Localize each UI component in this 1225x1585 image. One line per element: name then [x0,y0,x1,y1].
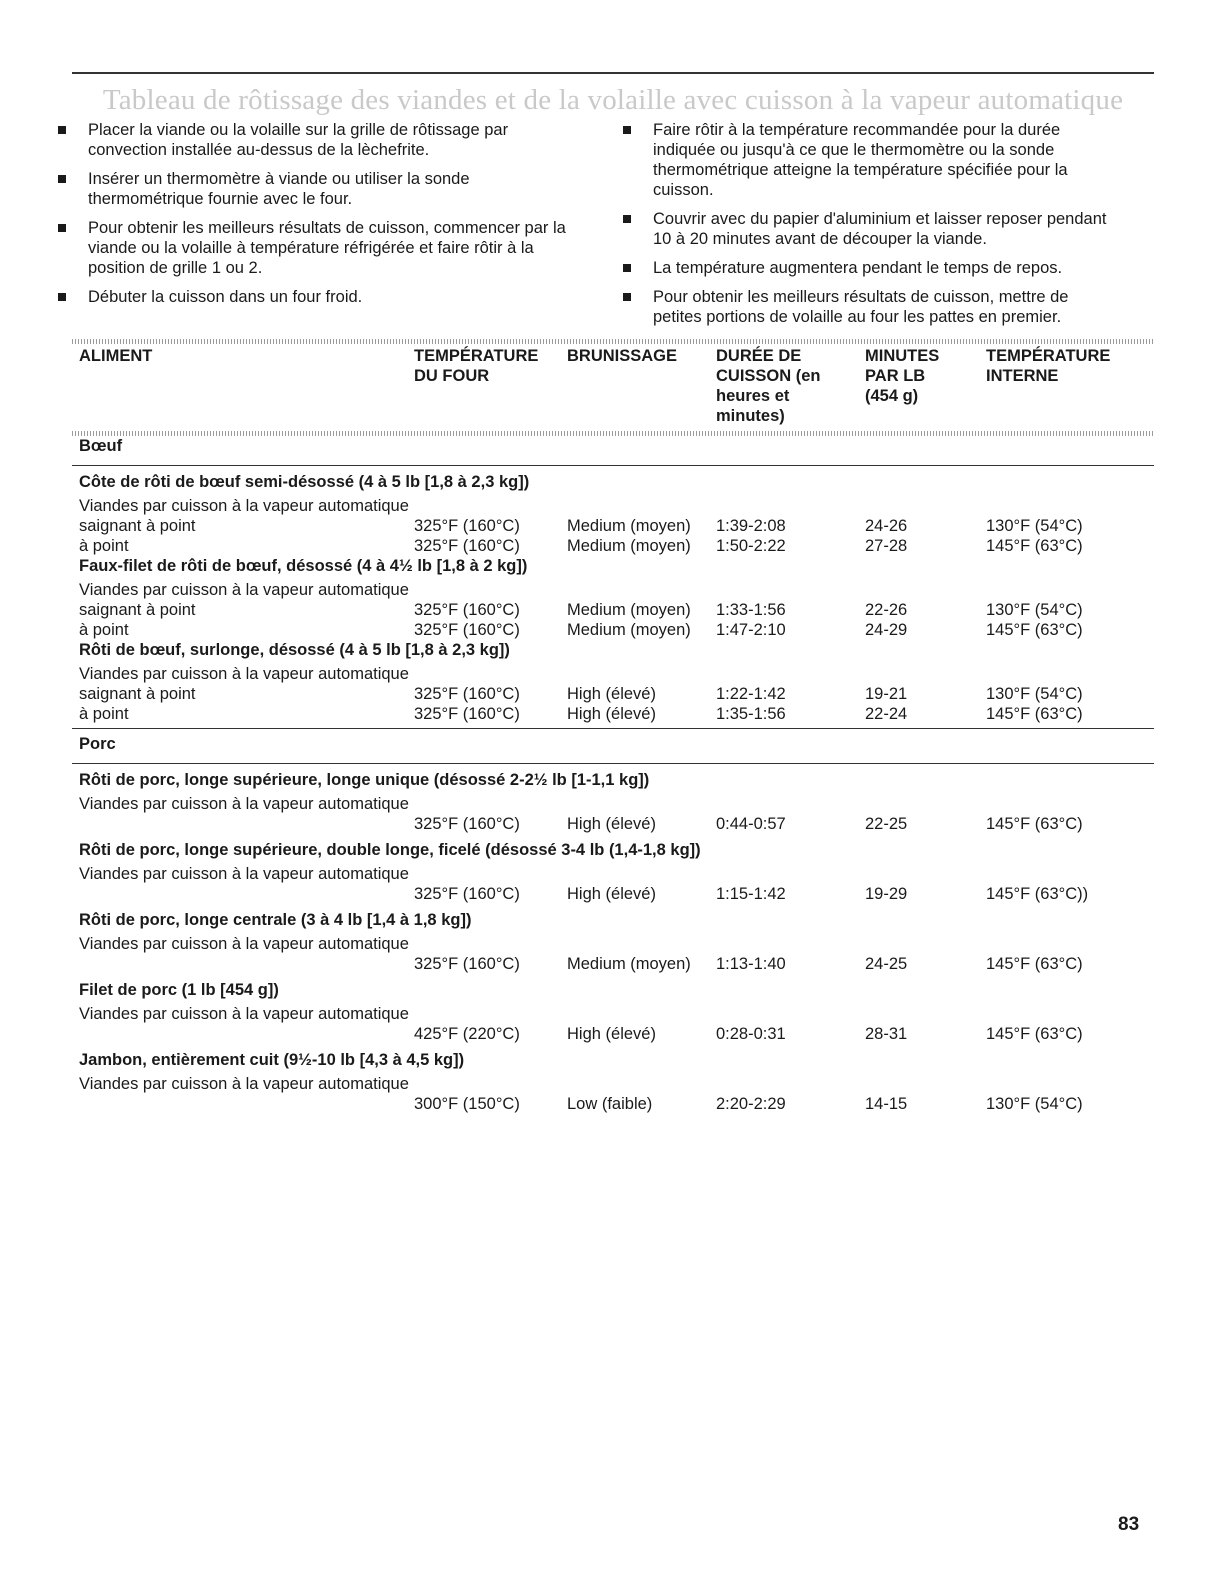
food-method: Viandes par cuisson à la vapeur automatique [79,795,409,813]
time-cell: 1:35-1:56 [716,705,786,723]
doneness-cell: saignant à point [79,685,196,703]
time-cell: 2:20-2:29 [716,1095,786,1113]
table-row [72,600,1154,620]
table-row [72,904,1154,930]
header-top-hatch [72,339,1154,344]
instruction-item: Débuter la cuisson dans un four froid. [58,287,578,307]
browning-cell: Medium (moyen) [567,621,691,639]
food-method: Viandes par cuisson à la vapeur automatique [79,497,409,515]
min-per-lb-cell: 22-26 [865,601,908,619]
time-cell: 1:33-1:56 [716,601,786,619]
time-cell: 0:28-0:31 [716,1025,786,1043]
category-row [72,431,1154,466]
food-name: Rôti de porc, longe supérieure, longe unique (désossé 2-2½ lb [1-1,1 kg]) [79,771,650,789]
browning-cell: High (élevé) [567,705,656,723]
instruction-item: Pour obtenir les meilleurs résultats de cuisson, commencer par la viande ou la volaille à température réfrigérée et faire rôtir à la position de grille 1 ou 2. [58,218,578,278]
category-row [72,729,1154,764]
table-row [72,790,1154,834]
doneness-cell: à point [79,537,129,555]
browning-cell: Medium (moyen) [567,537,691,555]
min-per-lb-cell: 19-21 [865,685,908,703]
food-name: Filet de porc (1 lb [454 g]) [79,981,279,999]
food-name: Rôti de bœuf, surlonge, désossé (4 à 5 lb [1,8 à 2,3 kg]) [79,641,510,659]
min-per-lb-cell: 22-24 [865,705,908,723]
browning-cell: Medium (moyen) [567,955,691,973]
table-row [72,466,1154,493]
header-food: ALIMENT [79,347,153,365]
doneness-cell: saignant à point [79,601,196,619]
food-method: Viandes par cuisson à la vapeur automatique [79,865,409,883]
oven-temp-cell: 325°F (160°C) [414,601,520,619]
min-per-lb-cell: 14-15 [865,1095,908,1113]
food-name: Rôti de porc, longe centrale (3 à 4 lb [1,4 à 1,8 kg]) [79,911,472,929]
oven-temp-cell: 325°F (160°C) [414,815,520,833]
food-name: Côte de rôti de bœuf semi-désossé (4 à 5 lb [1,8 à 2,3 kg]) [79,473,530,491]
min-per-lb-cell: 27-28 [865,537,908,555]
browning-cell: Medium (moyen) [567,517,691,535]
table-row [72,536,1154,556]
table-row [72,492,1154,516]
instruction-item: La température augmentera pendant le temps de repos. [623,258,1113,278]
internal-temp-cell: 130°F (54°C) [986,685,1083,703]
food-method: Viandes par cuisson à la vapeur automatique [79,665,409,683]
oven-temp-cell: 325°F (160°C) [414,705,520,723]
time-cell: 1:22-1:42 [716,685,786,703]
time-cell: 1:39-2:08 [716,517,786,535]
table-row [72,764,1154,791]
instruction-item: Faire rôtir à la température recommandée pour la durée indiquée ou jusqu'à ce que le thermomètre ou la sonde thermométrique atteigne la température spécifiée pour la cuisson. [623,120,1113,200]
time-cell: 0:44-0:57 [716,815,786,833]
header-min-per-lb: MINUTES PAR LB (454 g) [865,347,940,405]
table-row [72,516,1154,536]
oven-temp-cell: 325°F (160°C) [414,955,520,973]
table-row [72,684,1154,704]
food-method: Viandes par cuisson à la vapeur automatique [79,1075,409,1093]
oven-temp-cell: 425°F (220°C) [414,1025,520,1043]
food-name: Jambon, entièrement cuit (9½-10 lb [4,3 à 4,5 kg]) [79,1051,465,1069]
internal-temp-cell: 145°F (63°C) [986,1025,1083,1043]
internal-temp-cell: 130°F (54°C) [986,601,1083,619]
oven-temp-cell: 300°F (150°C) [414,1095,520,1113]
food-name: Faux-filet de rôti de bœuf, désossé (4 à 4½ lb [1,8 à 2 kg]) [79,557,528,575]
page-number: 83 [1118,1514,1140,1535]
internal-temp-cell: 145°F (63°C) [986,621,1083,639]
header-browning: BRUNISSAGE [567,347,678,365]
doneness-cell: à point [79,705,129,723]
internal-temp-cell: 130°F (54°C) [986,517,1083,535]
category-beef: Bœuf [72,431,1154,466]
min-per-lb-cell: 28-31 [865,1025,908,1043]
browning-cell: High (élevé) [567,885,656,903]
oven-temp-cell: 325°F (160°C) [414,685,520,703]
table-row [72,576,1154,600]
table-row [72,1070,1154,1114]
food-method: Viandes par cuisson à la vapeur automatique [79,935,409,953]
page-title: Tableau de rôtissage des viandes et de la volaille avec cuisson à la vapeur automatique [102,84,1124,116]
oven-temp-cell: 325°F (160°C) [414,517,520,535]
table-row [72,640,1154,660]
browning-cell: High (élevé) [567,685,656,703]
internal-temp-cell: 145°F (63°C) [986,705,1083,723]
food-method: Viandes par cuisson à la vapeur automatique [79,1005,409,1023]
table-row [72,974,1154,1000]
min-per-lb-cell: 19-29 [865,885,908,903]
oven-temp-cell: 325°F (160°C) [414,621,520,639]
top-rule [72,72,1154,74]
doneness-cell: à point [79,621,129,639]
table-row [72,1000,1154,1044]
doneness-cell: saignant à point [79,517,196,535]
food-name: Rôti de porc, longe supérieure, double longe, ficelé (désossé 3-4 lb (1,4-1,8 kg]) [79,841,701,859]
food-method: Viandes par cuisson à la vapeur automatique [79,581,409,599]
instruction-item: Placer la viande ou la volaille sur la grille de rôtissage par convection installée au-dessus de la lèchefrite. [58,120,578,160]
time-cell: 1:15-1:42 [716,885,786,903]
table-row [72,930,1154,974]
oven-temp-cell: 325°F (160°C) [414,885,520,903]
table-row [72,860,1154,904]
browning-cell: Low (faible) [567,1095,653,1113]
time-cell: 1:50-2:22 [716,537,786,555]
instruction-item: Pour obtenir les meilleurs résultats de cuisson, mettre de petites portions de volaille au four les pattes en premier. [623,287,1113,327]
internal-temp-cell: 145°F (63°C) [986,815,1083,833]
internal-temp-cell: 145°F (63°C) [986,955,1083,973]
instruction-item: Couvrir avec du papier d'aluminium et laisser reposer pendant 10 à 20 minutes avant de découper la viande. [623,209,1113,249]
table-row [72,660,1154,684]
browning-cell: Medium (moyen) [567,601,691,619]
internal-temp-cell: 130°F (54°C) [986,1095,1083,1113]
table-row [72,620,1154,640]
instructions-right [623,120,1113,336]
internal-temp-cell: 145°F (63°C)) [986,885,1089,903]
time-cell: 1:47-2:10 [716,621,786,639]
header-internal-temp: TEMPÉRATURE INTERNE [986,347,1111,385]
min-per-lb-cell: 24-25 [865,955,908,973]
time-cell: 1:13-1:40 [716,955,786,973]
min-per-lb-cell: 24-26 [865,517,908,535]
min-per-lb-cell: 24-29 [865,621,908,639]
instructions-left [58,120,578,316]
internal-temp-cell: 145°F (63°C) [986,537,1083,555]
browning-cell: High (élevé) [567,815,656,833]
table-row [72,1044,1154,1070]
table-header-row [72,346,1154,431]
roasting-table [72,346,1154,1114]
instruction-item: Insérer un thermomètre à viande ou utiliser la sonde thermométrique fournie avec le four. [58,169,578,209]
table-row [72,556,1154,576]
oven-temp-cell: 325°F (160°C) [414,537,520,555]
category-pork: Porc [72,729,1154,764]
header-oven-temp: TEMPÉRATURE DU FOUR [414,347,539,385]
header-time: DURÉE DE CUISSON (en heures et minutes) [716,347,821,425]
table-row [72,704,1154,729]
table-row [72,834,1154,860]
browning-cell: High (élevé) [567,1025,656,1043]
min-per-lb-cell: 22-25 [865,815,908,833]
